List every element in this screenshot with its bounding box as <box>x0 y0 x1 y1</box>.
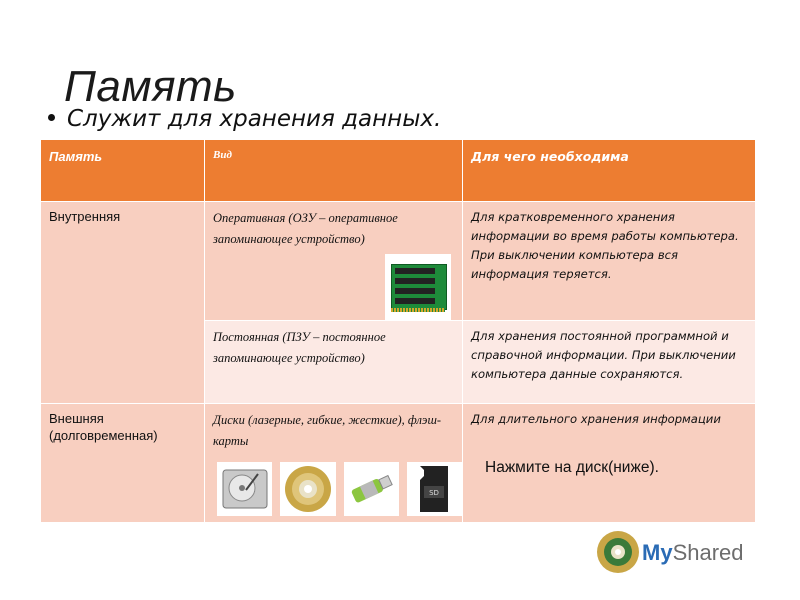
table-row <box>41 404 756 523</box>
ram-module-icon <box>385 254 451 320</box>
table-header-row <box>41 140 756 202</box>
hard-drive-icon <box>217 462 272 516</box>
header-purpose: Для чего необходима <box>463 140 756 202</box>
rom-description: Постоянная (ПЗУ – постоянное запоминающее устройство) <box>213 330 386 365</box>
usb-flash-icon <box>344 462 399 516</box>
cell-ram <box>205 202 463 321</box>
myshared-watermark <box>596 526 786 580</box>
microsd-card-icon <box>407 462 462 516</box>
header-kind: Вид <box>205 140 463 202</box>
cell-rom-purpose <box>463 321 756 404</box>
watermark-text: MyShared <box>642 540 744 565</box>
header-memory: Память <box>41 140 205 202</box>
cell-external <box>41 404 205 523</box>
external-description: Диски (лазерные, гибкие, жесткие), флэш-карты <box>213 413 442 448</box>
memory-table <box>40 139 756 523</box>
disc-link-icon[interactable] <box>596 530 640 574</box>
cell-external-purpose <box>463 404 756 523</box>
memory-type-label: Внешняя (долговременная) <box>49 411 158 443</box>
cd-disc-icon[interactable] <box>280 462 335 516</box>
ram-description: Оперативная (ОЗУ – оперативное запоминающее устройство) <box>213 211 398 246</box>
bullet-dot <box>48 114 55 121</box>
memory-type-label: Внутренняя <box>49 209 121 224</box>
svg-text:SD: SD <box>429 489 440 497</box>
slide-title: Память <box>64 62 237 111</box>
rom-purpose-text: Для хранения постоянной программной и справочной информации. При выключении компьютера данные сохраняются. <box>471 329 736 381</box>
cell-ram-purpose <box>463 202 756 321</box>
cell-external-kind <box>205 404 463 523</box>
storage-icons <box>217 462 462 516</box>
ram-purpose-text: Для кратковременного хранения информации во время работы компьютера. При выключении компьютера вся информация теряется. <box>471 210 739 281</box>
table-row <box>41 202 756 321</box>
bullet-text: Служит для хранения данных. <box>67 106 442 132</box>
click-disc-hint: Нажмите на диск(ниже). <box>485 459 659 476</box>
bullet-item <box>48 106 441 132</box>
cell-rom <box>205 321 463 404</box>
external-purpose-text: Для длительного хранения информации <box>471 412 721 426</box>
cell-internal <box>41 202 205 404</box>
